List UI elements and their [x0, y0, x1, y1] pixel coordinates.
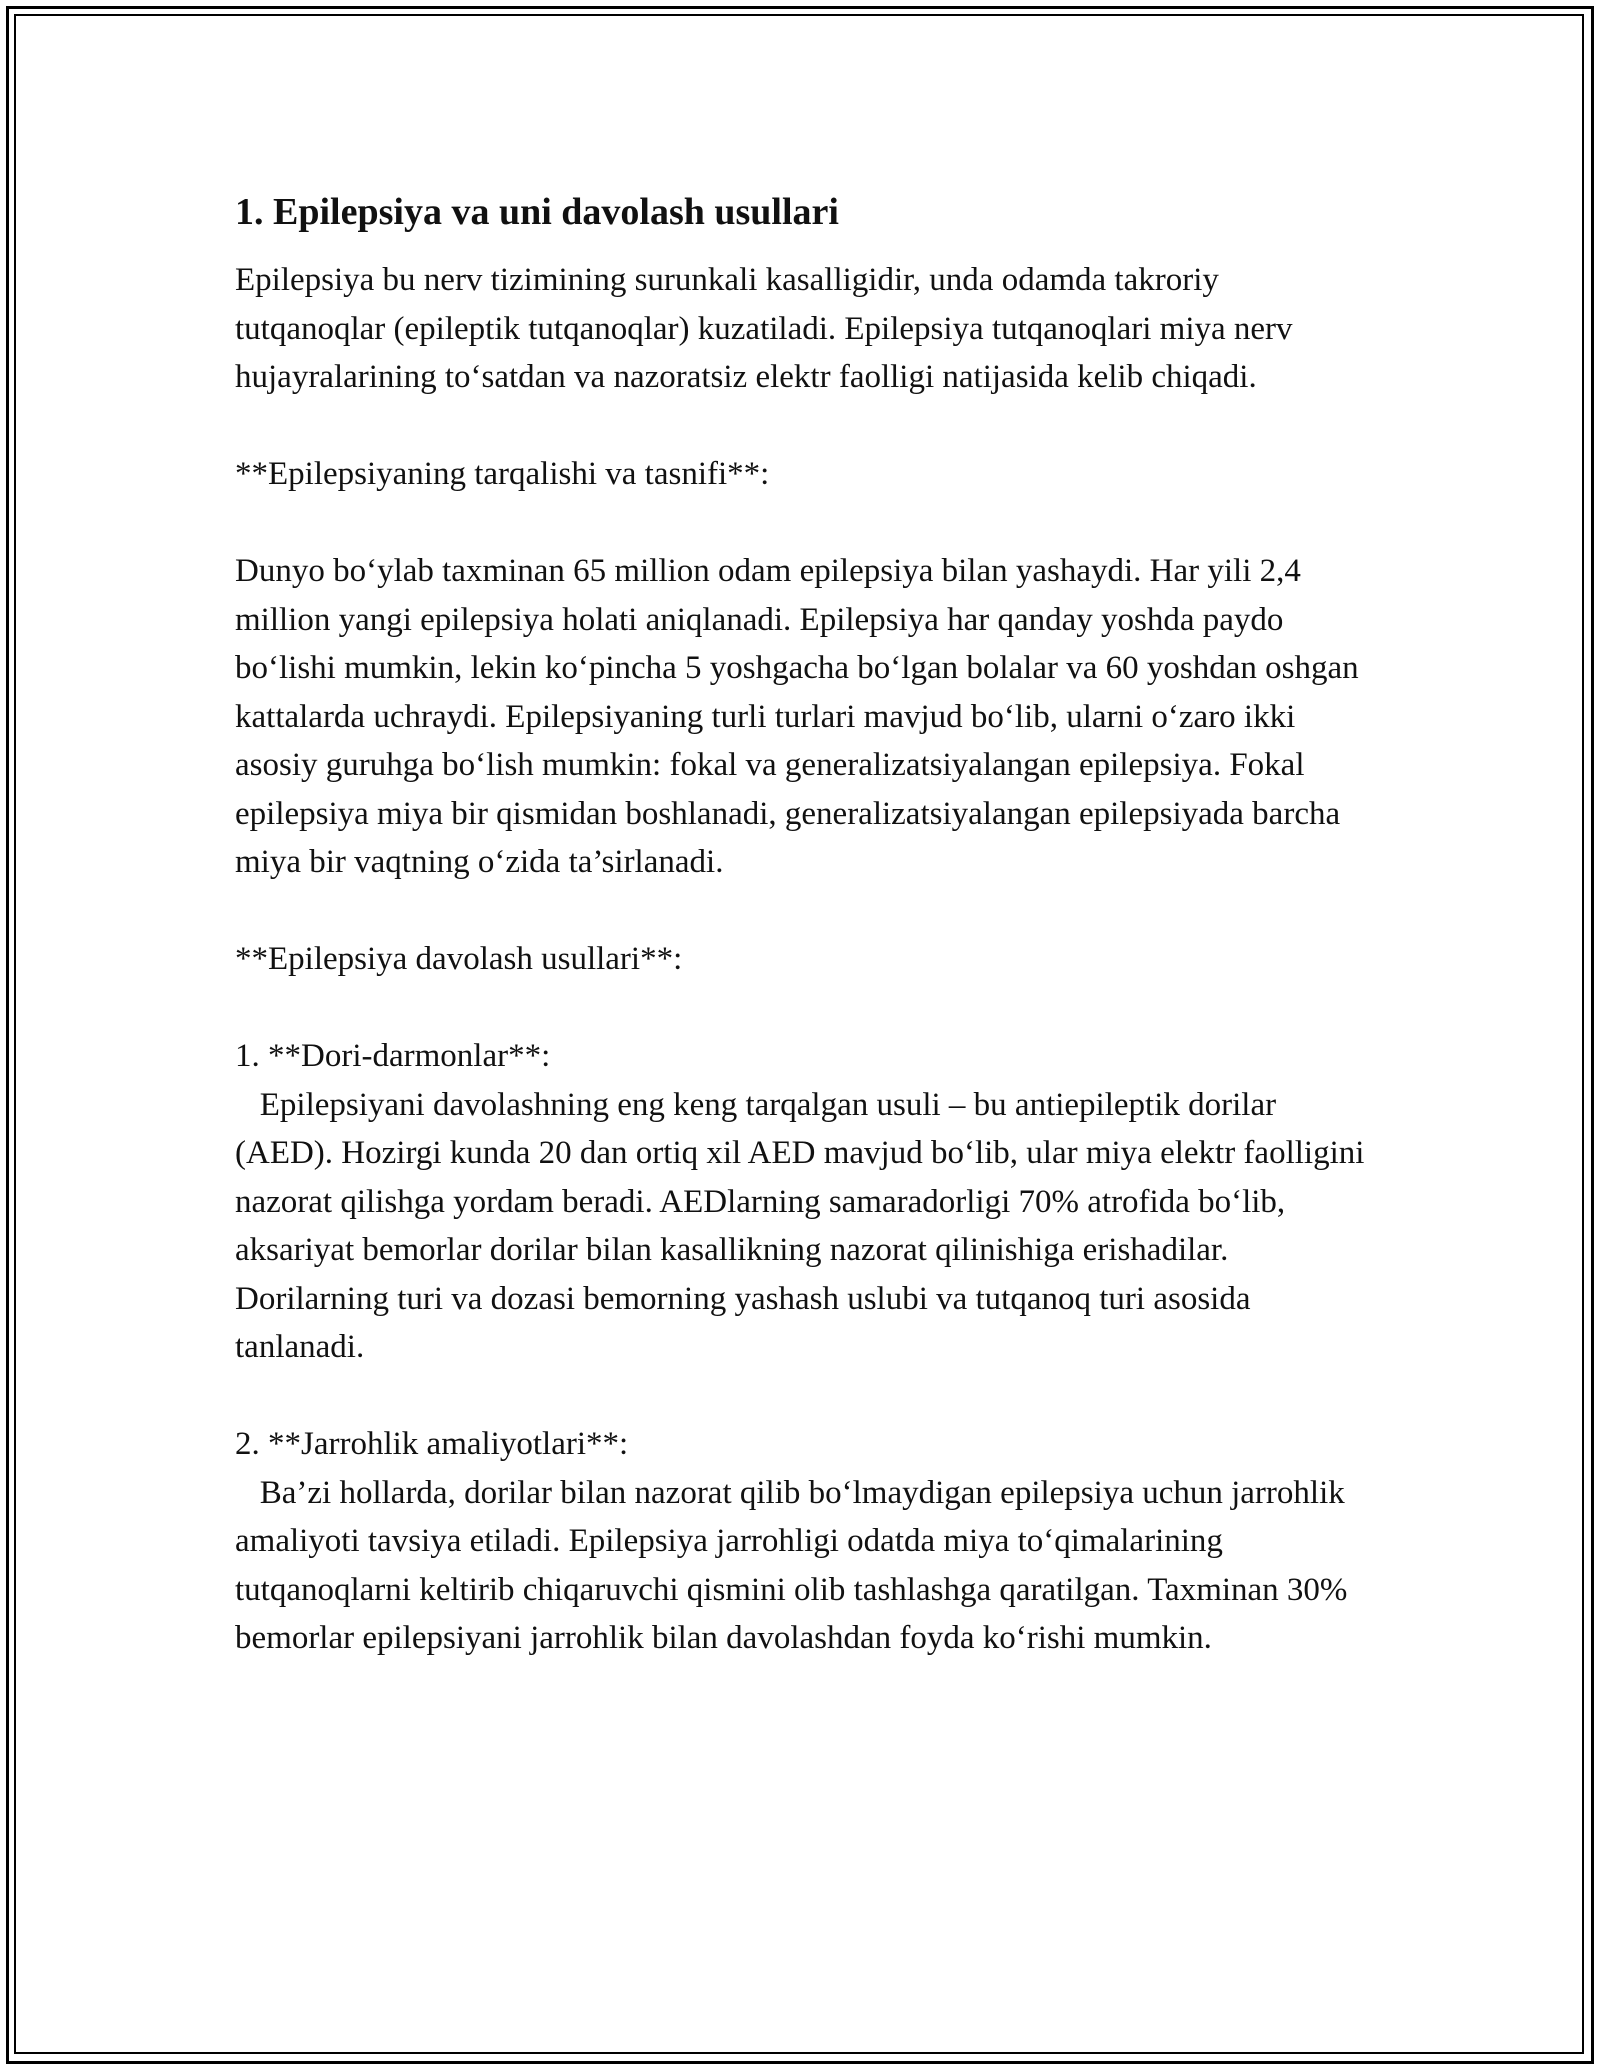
document-body	[235, 188, 1375, 1663]
document-title: 1. Epilepsiya va uni davolash usullari	[235, 191, 839, 233]
paragraph-spacer	[235, 887, 1375, 936]
paragraph-spacer	[235, 1372, 1375, 1421]
section-heading-treatment: **Epilepsiya davolash usullari**:	[235, 941, 683, 977]
paragraph-prevalence: Dunyo bo‘ylab taxminan 65 million odam epilepsiya bilan yashaydi. Har yili 2,4 million yangi epilepsiya holati aniqlanadi. Epilepsiya har qanday yoshda paydo bo‘lishi mumkin, lekin ko‘pincha 5 yoshgacha bo‘lgan bolalar va 60 yoshdan oshgan kattalarda uchraydi. Epilepsiyaning turli turlari mavjud bo‘lib, ularni o‘zaro ikki asosiy guruhga bo‘lish mumkin: fokal va generalizatsiyalangan epilepsiya. Fokal epilepsiya miya bir qismidan boshlanadi, generalizatsiyalangan epilepsiyada barcha miya bir vaqtning o‘zida ta’sirlanadi.	[235, 553, 1367, 880]
list-item-medication: 1. **Dori-darmonlar**: Epilepsiyani davolashning eng keng tarqalgan usuli – bu antiepileptik dorilar (AED). Hozirgi kunda 20 dan ortiq xil AED mavjud bo‘lib, ular miya elektr faolligini nazorat qilishga yordam beradi. AEDlarning samaradorligi 70% atrofida bo‘lib, aksariyat bemorlar dorilar bilan kasallikning nazorat qilinishiga erishadilar. Dorilarning turi va dozasi bemorning yashash uslubi va tutqanoq turi asosida tanlanadi.	[235, 1038, 1365, 1365]
list-item-surgery: 2. **Jarrohlik amaliyotlari**: Ba’zi hollarda, dorilar bilan nazorat qilib bo‘lmaydigan epilepsiya uchun jarrohlik amaliyoti tavsiya etiladi. Epilepsiya jarrohligi odatda miya to‘qimalarining tutqanoqlarni keltirib chiqaruvchi qismini olib tashlashga qaratilgan. Taxminan 30% bemorlar epilepsiyani jarrohlik bilan davolashdan foyda ko‘rishi mumkin.	[235, 1426, 1348, 1656]
paragraph-spacer	[235, 402, 1375, 451]
section-heading-prevalence: **Epilepsiyaning tarqalishi va tasnifi**:	[235, 456, 770, 492]
paragraph-intro: Epilepsiya bu nerv tizimining surunkali kasalligidir, unda odamda takroriy tutqanoqlar (epileptik tutqanoqlar) kuzatiladi. Epilepsiya tutqanoqlari miya nerv hujayralarining to‘satdan va nazoratsiz elektr faolligi natijasida kelib chiqadi.	[235, 262, 1301, 395]
paragraph-spacer	[235, 984, 1375, 1033]
paragraph-spacer	[235, 499, 1375, 548]
